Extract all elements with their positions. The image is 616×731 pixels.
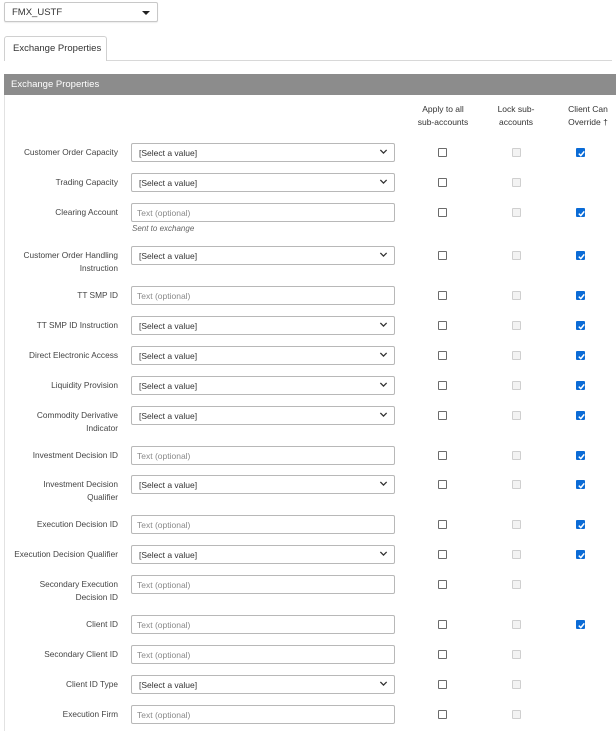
section-header [4,74,616,95]
client-override-checkbox[interactable] [576,208,585,217]
field-label [3,618,118,631]
text-input[interactable] [131,446,395,465]
field-label-line: Execution Decision ID [36,519,118,529]
field-label [3,708,118,721]
apply-all-checkbox[interactable] [438,710,447,719]
client-override-checkbox[interactable] [576,351,585,360]
lock-sub-accounts-checkbox [512,321,521,330]
lock-sub-accounts-checkbox [512,411,521,420]
client-override-checkbox[interactable] [576,321,585,330]
lock-sub-accounts-checkbox [512,520,521,529]
tab-exchange-properties[interactable] [4,36,107,61]
caret-down-icon [142,11,150,15]
client-override-checkbox[interactable] [576,251,585,260]
lock-sub-accounts-checkbox [512,251,521,260]
text-input[interactable] [131,615,395,634]
field-label-line: Customer Order Handling [23,250,118,260]
checkmark-icon [577,209,586,218]
select-value: [Select a value] [139,381,198,391]
field-label-line: Execution Decision Qualifier [14,549,118,559]
text-input[interactable] [131,575,395,594]
checkmark-icon [577,149,586,158]
value-select[interactable] [131,316,395,335]
client-override-checkbox[interactable] [576,148,585,157]
client-override-checkbox[interactable] [576,381,585,390]
checkmark-icon [577,352,586,361]
checkmark-icon [577,252,586,261]
checkmark-icon [577,382,586,391]
checkmark-icon [577,481,586,490]
field-label-line: Qualifier [87,492,118,502]
column-header-override [560,103,616,128]
field-hint: Sent to exchange [132,224,195,233]
select-value: [Select a value] [139,351,198,361]
account-dropdown-value: FMX_USTF [12,7,63,18]
column-header-apply-all-line2: sub-accounts [417,116,469,127]
field-label-line: Direct Electronic Access [29,350,118,360]
apply-all-checkbox[interactable] [438,580,447,589]
column-header-override-line2: Override † [568,116,608,127]
input-placeholder: Text (optional) [137,710,191,720]
input-placeholder: Text (optional) [137,451,191,461]
field-label [3,578,118,604]
field-label-line: Client ID [86,619,118,629]
apply-all-checkbox[interactable] [438,148,447,157]
chevron-down-icon [379,350,388,359]
value-select[interactable] [131,143,395,162]
apply-all-checkbox[interactable] [438,451,447,460]
apply-all-checkbox[interactable] [438,178,447,187]
value-select[interactable] [131,406,395,425]
input-placeholder: Text (optional) [137,208,191,218]
input-placeholder: Text (optional) [137,291,191,301]
lock-sub-accounts-checkbox [512,208,521,217]
value-select[interactable] [131,475,395,494]
input-placeholder: Text (optional) [137,520,191,530]
field-label-line: Clearing Account [55,207,118,217]
chevron-down-icon [379,380,388,389]
field-label [3,289,118,302]
field-label-line: Secondary Client ID [44,649,118,659]
apply-all-checkbox[interactable] [438,251,447,260]
apply-all-checkbox[interactable] [438,291,447,300]
field-label-line: Trading Capacity [55,177,118,187]
field-label [3,648,118,661]
section-title: Exchange Properties [11,79,100,90]
field-label-line: TT SMP ID [77,290,118,300]
checkmark-icon [577,621,586,630]
checkmark-icon [577,452,586,461]
client-override-checkbox[interactable] [576,520,585,529]
chevron-down-icon [379,147,388,156]
column-header-lock-line2: accounts [498,116,534,127]
apply-all-checkbox[interactable] [438,208,447,217]
field-label [3,379,118,392]
lock-sub-accounts-checkbox [512,178,521,187]
value-select[interactable] [131,346,395,365]
field-label [3,319,118,332]
apply-all-checkbox[interactable] [438,520,447,529]
value-select[interactable] [131,173,395,192]
lock-sub-accounts-checkbox [512,680,521,689]
field-label-line: Commodity Derivative [36,410,118,420]
column-header-apply-all-line1: Apply to all [422,104,464,114]
select-value: [Select a value] [139,550,198,560]
text-input[interactable] [131,705,395,724]
lock-sub-accounts-checkbox [512,291,521,300]
lock-sub-accounts-checkbox [512,650,521,659]
chevron-down-icon [379,679,388,688]
field-label-line: Secondary Execution [39,579,118,589]
lock-sub-accounts-checkbox [512,351,521,360]
field-label [3,478,118,504]
field-label-line: TT SMP ID Instruction [36,320,118,330]
field-label [3,449,118,462]
lock-sub-accounts-checkbox [512,550,521,559]
column-header-apply-all [412,103,474,128]
apply-all-checkbox[interactable] [438,680,447,689]
text-input[interactable] [131,645,395,664]
tab-label: Exchange Properties [13,43,102,54]
field-label-line: Execution Firm [62,709,118,719]
lock-sub-accounts-checkbox [512,381,521,390]
apply-all-checkbox[interactable] [438,351,447,360]
input-placeholder: Text (optional) [137,620,191,630]
field-label-line: Decision ID [75,592,118,602]
field-label [3,678,118,691]
lock-sub-accounts-checkbox [512,580,521,589]
field-label-line: Investment Decision ID [32,450,118,460]
client-override-checkbox[interactable] [576,411,585,420]
field-label-line: Investment Decision [43,479,118,489]
checkmark-icon [577,412,586,421]
chevron-down-icon [379,479,388,488]
field-label-line: Client ID Type [66,679,118,689]
chevron-down-icon [379,549,388,558]
client-override-checkbox[interactable] [576,451,585,460]
select-value: [Select a value] [139,680,198,690]
lock-sub-accounts-checkbox [512,148,521,157]
lock-sub-accounts-checkbox [512,451,521,460]
input-placeholder: Text (optional) [137,580,191,590]
field-label-line: Customer Order Capacity [23,147,118,157]
select-value: [Select a value] [139,321,198,331]
field-label-line: Liquidity Provision [51,380,118,390]
apply-all-checkbox[interactable] [438,321,447,330]
value-select[interactable] [131,545,395,564]
field-label [3,548,118,561]
checkmark-icon [577,292,586,301]
client-override-checkbox[interactable] [576,291,585,300]
apply-all-checkbox[interactable] [438,381,447,390]
lock-sub-accounts-checkbox [512,710,521,719]
apply-all-checkbox[interactable] [438,650,447,659]
text-input[interactable] [131,286,395,305]
chevron-down-icon [379,320,388,329]
text-input[interactable] [131,515,395,534]
select-value: [Select a value] [139,148,198,158]
apply-all-checkbox[interactable] [438,620,447,629]
client-override-checkbox[interactable] [576,550,585,559]
field-label-line: Indicator [86,423,118,433]
field-label [3,176,118,189]
apply-all-checkbox[interactable] [438,411,447,420]
chevron-down-icon [379,177,388,186]
checkmark-icon [577,322,586,331]
column-header-lock-line1: Lock sub- [497,104,535,114]
column-header-override-line1: Client Can [568,104,608,114]
field-label-line: Instruction [79,263,118,273]
text-input[interactable] [131,203,395,222]
account-dropdown[interactable] [4,2,158,22]
column-header-lock [490,103,542,128]
client-override-checkbox[interactable] [576,620,585,629]
select-value: [Select a value] [139,178,198,188]
field-label [3,409,118,435]
value-select[interactable] [131,246,395,265]
field-label [3,518,118,531]
value-select[interactable] [131,376,395,395]
chevron-down-icon [379,250,388,259]
lock-sub-accounts-checkbox [512,620,521,629]
checkmark-icon [577,551,586,560]
input-placeholder: Text (optional) [137,650,191,660]
checkmark-icon [577,521,586,530]
lock-sub-accounts-checkbox [512,480,521,489]
select-value: [Select a value] [139,411,198,421]
value-select[interactable] [131,675,395,694]
field-label [3,349,118,362]
apply-all-checkbox[interactable] [438,480,447,489]
field-label [3,146,118,159]
field-label [3,249,118,275]
select-value: [Select a value] [139,251,198,261]
field-label [3,206,118,219]
chevron-down-icon [379,410,388,419]
apply-all-checkbox[interactable] [438,550,447,559]
select-value: [Select a value] [139,480,198,490]
client-override-checkbox[interactable] [576,480,585,489]
